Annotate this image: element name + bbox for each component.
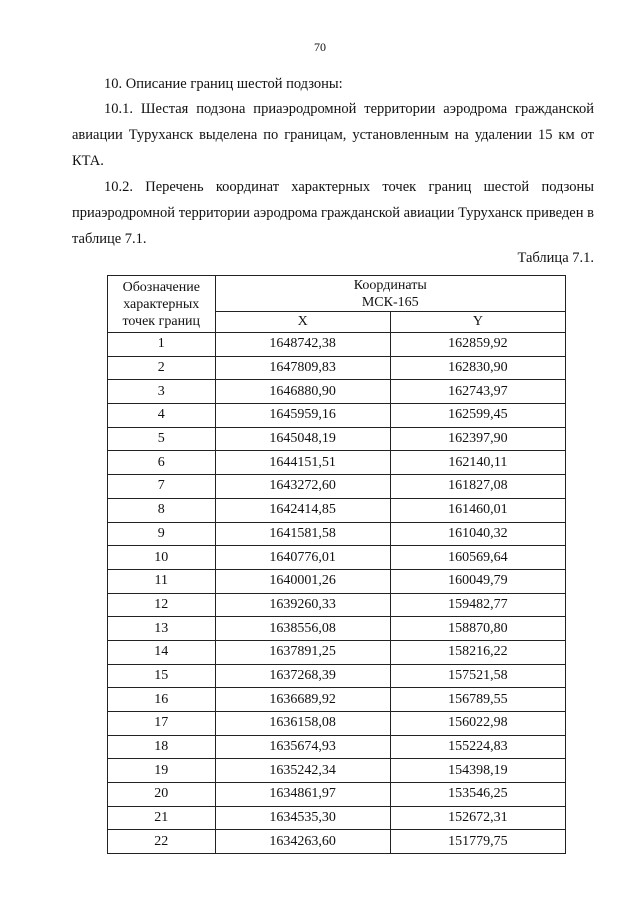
cell-point-number: 3 bbox=[108, 380, 216, 404]
cell-x: 1645959,16 bbox=[215, 404, 390, 428]
cell-y: 161040,32 bbox=[390, 522, 565, 546]
cell-point-number: 14 bbox=[108, 640, 216, 664]
cell-y: 155224,83 bbox=[390, 735, 565, 759]
cell-y: 158870,80 bbox=[390, 617, 565, 641]
cell-x: 1635674,93 bbox=[215, 735, 390, 759]
cell-x: 1635242,34 bbox=[215, 759, 390, 783]
table-header bbox=[108, 276, 566, 333]
cell-x: 1640001,26 bbox=[215, 569, 390, 593]
cell-x: 1647809,83 bbox=[215, 356, 390, 380]
cell-point-number: 13 bbox=[108, 617, 216, 641]
cell-y: 156789,55 bbox=[390, 688, 565, 712]
cell-y: 162397,90 bbox=[390, 427, 565, 451]
table-row bbox=[108, 475, 566, 499]
table-row bbox=[108, 806, 566, 830]
table-header-row bbox=[108, 276, 566, 312]
table-row bbox=[108, 640, 566, 664]
cell-point-number: 6 bbox=[108, 451, 216, 475]
cell-x: 1644151,51 bbox=[215, 451, 390, 475]
header-point-line: точек границ bbox=[122, 313, 201, 329]
table-row bbox=[108, 735, 566, 759]
table-row bbox=[108, 759, 566, 783]
cell-point-number: 4 bbox=[108, 404, 216, 428]
table-body bbox=[108, 333, 566, 854]
coordinates-table bbox=[107, 275, 566, 854]
cell-x: 1641581,58 bbox=[215, 522, 390, 546]
cell-point-number: 9 bbox=[108, 522, 216, 546]
table-row bbox=[108, 688, 566, 712]
cell-point-number: 5 bbox=[108, 427, 216, 451]
table-row bbox=[108, 783, 566, 807]
header-y: Y bbox=[390, 312, 565, 333]
cell-x: 1637891,25 bbox=[215, 640, 390, 664]
table-row bbox=[108, 451, 566, 475]
cell-x: 1636689,92 bbox=[215, 688, 390, 712]
table-row bbox=[108, 712, 566, 736]
cell-x: 1642414,85 bbox=[215, 498, 390, 522]
cell-x: 1634535,30 bbox=[215, 806, 390, 830]
cell-point-number: 2 bbox=[108, 356, 216, 380]
table-row bbox=[108, 427, 566, 451]
table-row bbox=[108, 546, 566, 570]
cell-x: 1646880,90 bbox=[215, 380, 390, 404]
cell-y: 156022,98 bbox=[390, 712, 565, 736]
header-point-designation bbox=[108, 276, 216, 333]
cell-point-number: 16 bbox=[108, 688, 216, 712]
cell-x: 1639260,33 bbox=[215, 593, 390, 617]
cell-y: 160049,79 bbox=[390, 569, 565, 593]
header-coordinates bbox=[215, 276, 565, 312]
cell-point-number: 10 bbox=[108, 546, 216, 570]
table-row bbox=[108, 380, 566, 404]
table-row bbox=[108, 498, 566, 522]
section-heading: 10. Описание границ шестой подзоны: bbox=[104, 76, 343, 92]
cell-y: 160569,64 bbox=[390, 546, 565, 570]
cell-point-number: 12 bbox=[108, 593, 216, 617]
cell-point-number: 7 bbox=[108, 475, 216, 499]
cell-y: 158216,22 bbox=[390, 640, 565, 664]
cell-y: 162140,11 bbox=[390, 451, 565, 475]
cell-x: 1638556,08 bbox=[215, 617, 390, 641]
cell-point-number: 20 bbox=[108, 783, 216, 807]
table-row bbox=[108, 522, 566, 546]
cell-x: 1634861,97 bbox=[215, 783, 390, 807]
cell-point-number: 8 bbox=[108, 498, 216, 522]
cell-y: 152672,31 bbox=[390, 806, 565, 830]
cell-x: 1636158,08 bbox=[215, 712, 390, 736]
cell-point-number: 1 bbox=[108, 333, 216, 357]
cell-y: 161827,08 bbox=[390, 475, 565, 499]
table-row bbox=[108, 593, 566, 617]
cell-x: 1643272,60 bbox=[215, 475, 390, 499]
paragraph-10-2: 10.2. Перечень координат характерных точек границ шестой подзоны приаэродромной территории аэродрома гражданской авиации Туруханск приведен в таблице 7.1. bbox=[72, 179, 594, 247]
cell-point-number: 21 bbox=[108, 806, 216, 830]
cell-y: 159482,77 bbox=[390, 593, 565, 617]
cell-y: 154398,19 bbox=[390, 759, 565, 783]
table-caption: Таблица 7.1. bbox=[517, 250, 594, 266]
cell-y: 157521,58 bbox=[390, 664, 565, 688]
cell-x: 1648742,38 bbox=[215, 333, 390, 357]
header-coords-line: Координаты bbox=[353, 277, 427, 293]
cell-y: 153546,25 bbox=[390, 783, 565, 807]
table-row bbox=[108, 664, 566, 688]
cell-point-number: 19 bbox=[108, 759, 216, 783]
table-row bbox=[108, 569, 566, 593]
cell-y: 162830,90 bbox=[390, 356, 565, 380]
header-coords-line: МСК-165 bbox=[361, 294, 419, 310]
cell-y: 162743,97 bbox=[390, 380, 565, 404]
cell-point-number: 11 bbox=[108, 569, 216, 593]
paragraph-10-1: 10.1. Шестая подзона приаэродромной территории аэродрома гражданской авиации Туруханск выделена по границам, установленным на удалении 15 км от КТА. bbox=[72, 101, 594, 169]
header-point-line: характерных bbox=[123, 296, 200, 312]
header-x: X bbox=[215, 312, 390, 333]
cell-y: 162599,45 bbox=[390, 404, 565, 428]
cell-point-number: 22 bbox=[108, 830, 216, 854]
page-number: 70 bbox=[314, 40, 326, 54]
header-point-line: Обозначение bbox=[122, 279, 200, 295]
cell-x: 1640776,01 bbox=[215, 546, 390, 570]
cell-point-number: 17 bbox=[108, 712, 216, 736]
cell-x: 1645048,19 bbox=[215, 427, 390, 451]
cell-y: 162859,92 bbox=[390, 333, 565, 357]
cell-x: 1634263,60 bbox=[215, 830, 390, 854]
table-row bbox=[108, 404, 566, 428]
cell-x: 1637268,39 bbox=[215, 664, 390, 688]
cell-y: 151779,75 bbox=[390, 830, 565, 854]
table-row bbox=[108, 356, 566, 380]
table-row bbox=[108, 333, 566, 357]
table-row bbox=[108, 830, 566, 854]
cell-y: 161460,01 bbox=[390, 498, 565, 522]
cell-point-number: 15 bbox=[108, 664, 216, 688]
cell-point-number: 18 bbox=[108, 735, 216, 759]
table-row bbox=[108, 617, 566, 641]
